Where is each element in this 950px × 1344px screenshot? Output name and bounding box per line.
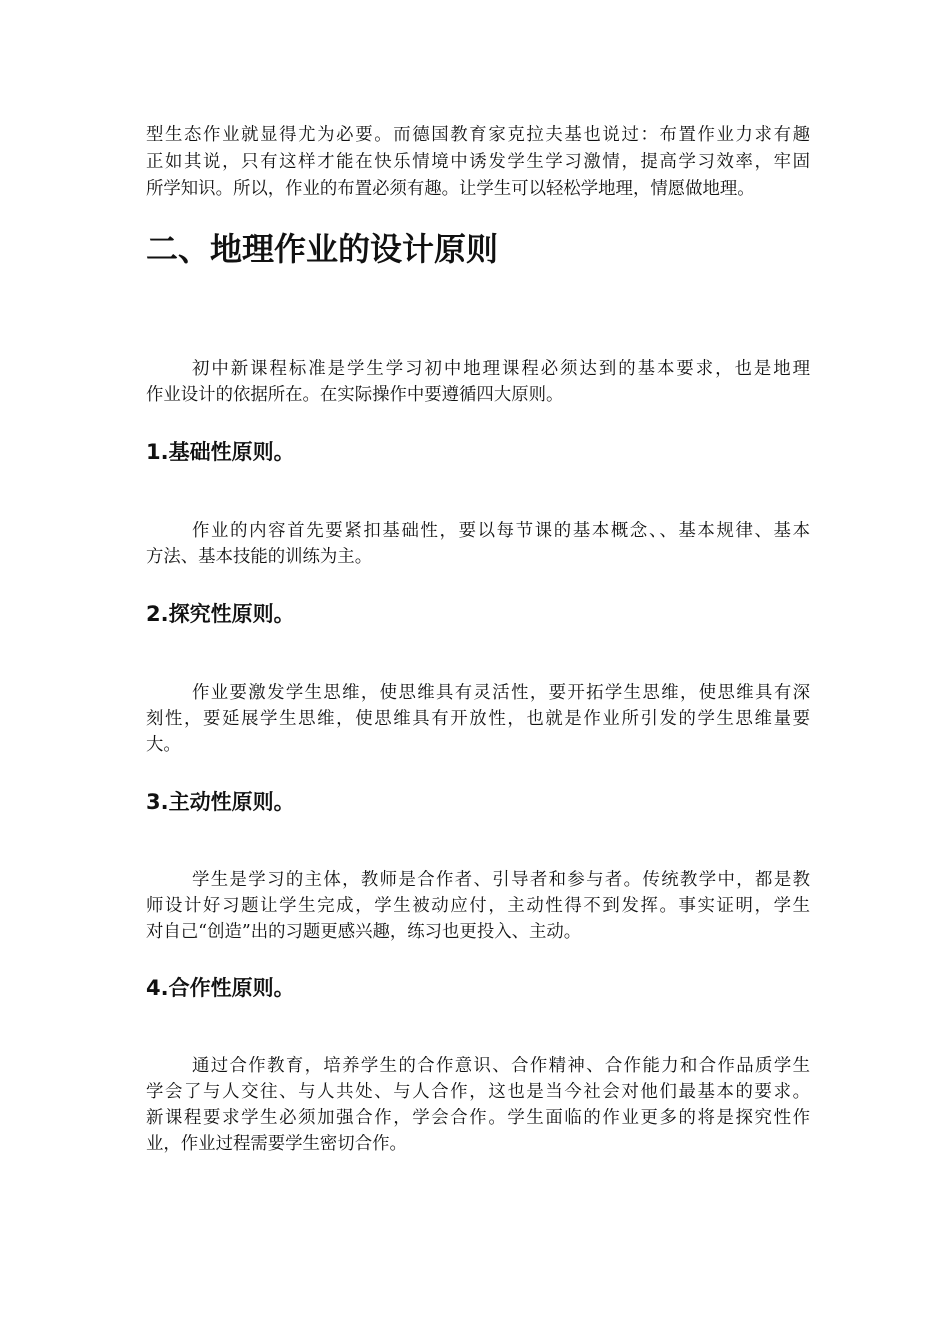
principle-2-line-3: 大。 bbox=[146, 735, 181, 755]
principle-3-line-2: 师设计好习题让学生完成，学生被动应付，主动性得不到发挥。事实证明，学生 bbox=[146, 896, 810, 916]
principle-3-line-1: 学生是学习的主体，教师是合作者、引导者和参与者。传统教学中，都是教 bbox=[192, 870, 810, 890]
intro-line-1: 型生态作业就显得尤为必要。而德国教育家克拉夫基也说过：布置作业力求有趣 bbox=[146, 125, 810, 145]
principle-1-line-2: 方法、基本技能的训练为主。 bbox=[146, 547, 373, 567]
principle-1-line-1: 作业的内容首先要紧扣基础性，要以每节课的基本概念、、基本规律、基本 bbox=[192, 521, 810, 541]
principle-2-line-1: 作业要激发学生思维，使思维具有灵活性，要开拓学生思维，使思维具有深 bbox=[192, 683, 810, 703]
intro-line-3: 所学知识。所以，作业的布置必须有趣。让学生可以轻松学地理，情愿做地理。 bbox=[146, 179, 755, 199]
lead-line-2: 作业设计的依据所在。在实际操作中要遵循四大原则。 bbox=[146, 385, 564, 405]
principle-2-line-2: 刻性，要延展学生思维，使思维具有开放性，也就是作业所引发的学生思维量要 bbox=[146, 709, 810, 729]
principle-heading-4: 4.合作性原则。 bbox=[146, 976, 295, 1000]
principle-heading-2: 2.探究性原则。 bbox=[146, 602, 295, 626]
principle-heading-1: 1.基础性原则。 bbox=[146, 440, 295, 464]
principle-4-line-3: 新课程要求学生必须加强合作，学会合作。学生面临的作业更多的将是探究性作 bbox=[146, 1108, 810, 1128]
principle-4-line-2: 学会了与人交往、与人共处、与人合作，这也是当今社会对他们最基本的要求。 bbox=[146, 1082, 810, 1102]
lead-line-1: 初中新课程标准是学生学习初中地理课程必须达到的基本要求，也是地理 bbox=[192, 359, 810, 379]
section-title: 二、地理作业的设计原则 bbox=[146, 230, 499, 268]
principle-4-line-1: 通过合作教育，培养学生的合作意识、合作精神、合作能力和合作品质学生 bbox=[192, 1056, 810, 1076]
intro-line-2: 正如其说，只有这样才能在快乐情境中诱发学生学习激情，提高学习效率，牢固 bbox=[146, 152, 810, 172]
principle-4-line-4: 业，作业过程需要学生密切合作。 bbox=[146, 1134, 407, 1154]
principle-heading-3: 3.主动性原则。 bbox=[146, 790, 295, 814]
principle-3-line-3: 对自己“创造”出的习题更感兴趣，练习也更投入、主动。 bbox=[146, 922, 582, 942]
